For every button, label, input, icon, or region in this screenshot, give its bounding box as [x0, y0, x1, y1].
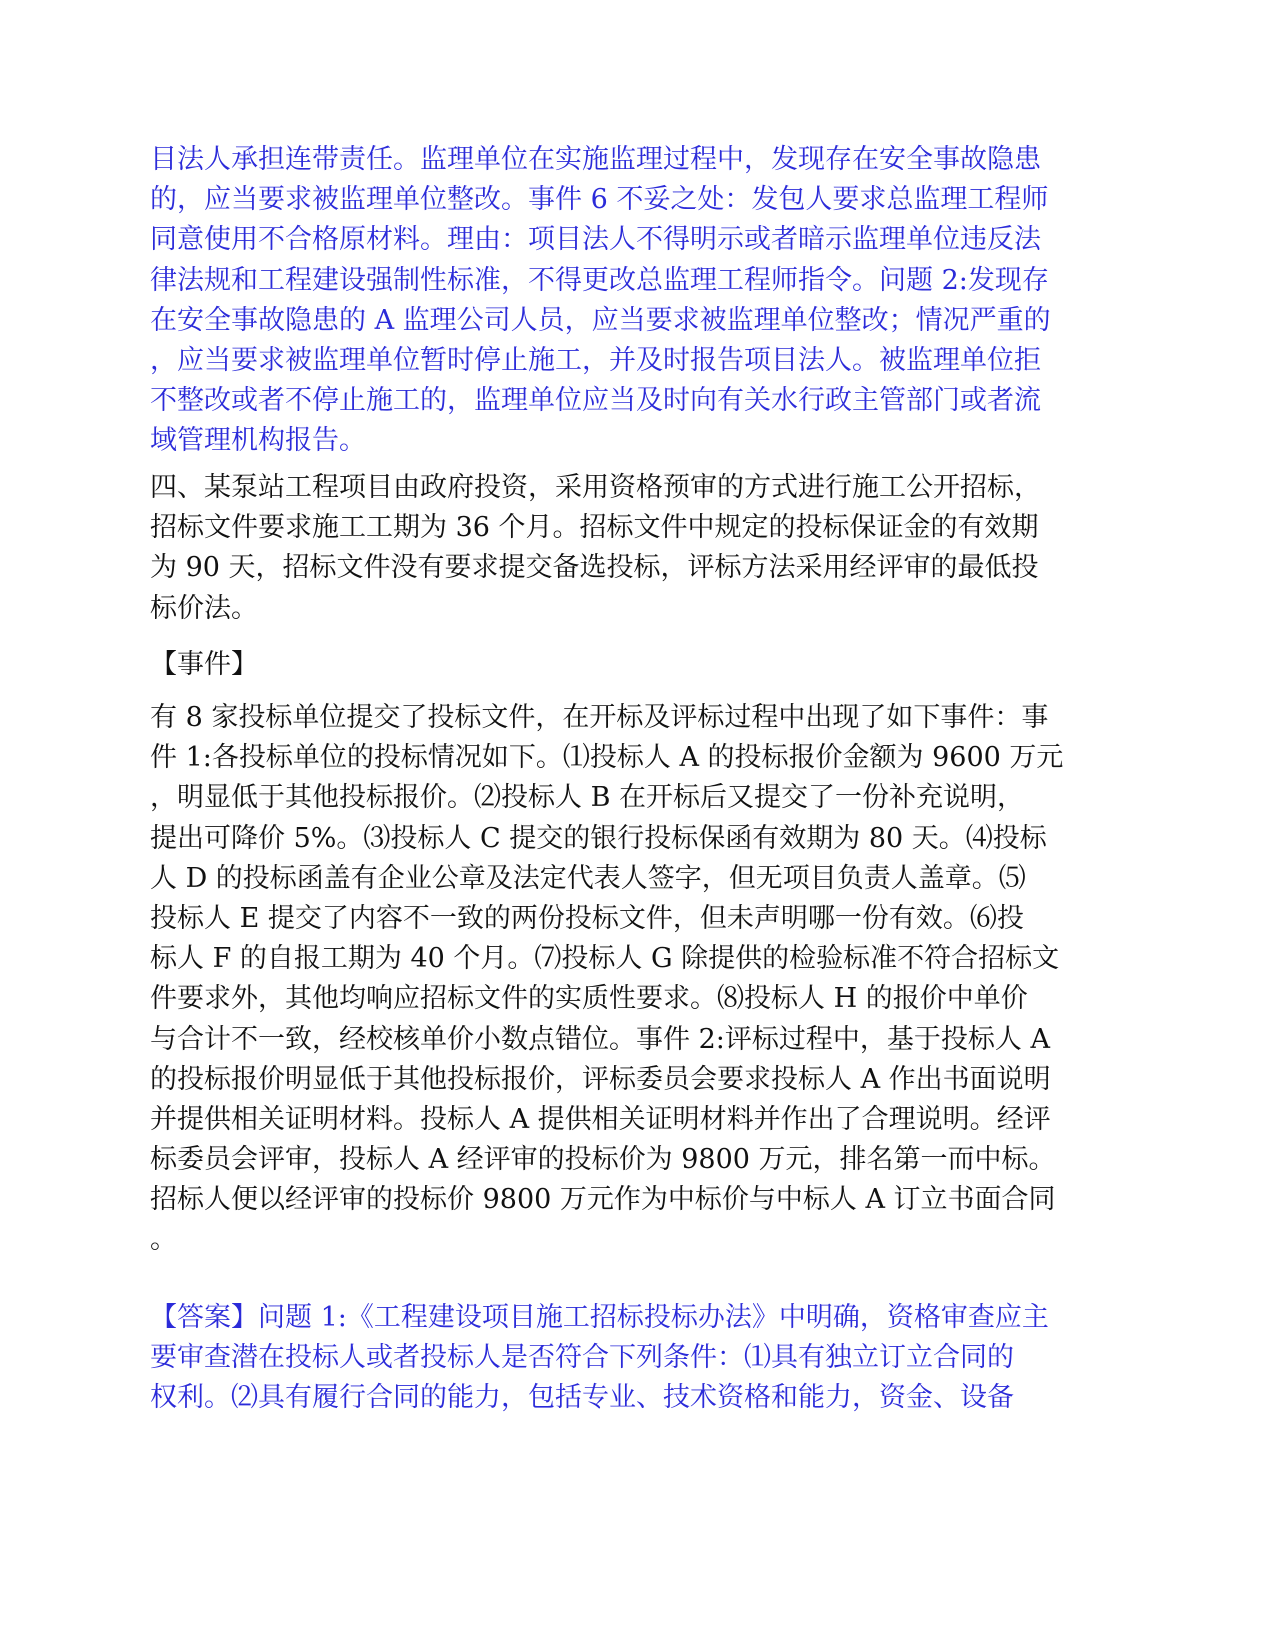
- text-line: 件要求外，其他均响应招标文件的实质性要求。⑻投标人 H 的报价中单价: [150, 983, 1028, 1015]
- text-line: 招标人便以经评审的投标价 9800 万元作为中标价与中标人 A 订立书面合同: [150, 1184, 1056, 1216]
- text-line: 并提供相关证明材料。投标人 A 提供相关证明材料并作出了合理说明。经评: [150, 1103, 1051, 1135]
- text-line: 有 8 家投标单位提交了投标文件，在开标及评标过程中出现了如下事件：事: [150, 702, 1049, 733]
- text-line: 要审查潜在投标人或者投标人是否符合下列条件：⑴具有独立订立合同的: [150, 1342, 1014, 1374]
- text-line: 不整改或者不停止施工的，监理单位应当及时向有关水行政主管部门或者流: [150, 385, 1041, 417]
- text-line: 同意使用不合格原材料。理由：项目法人不得明示或者暗示监理单位违反法: [150, 224, 1041, 256]
- text-line: 提出可降价 5%。⑶投标人 C 提交的银行投标保函有效期为 80 天。⑷投标: [150, 822, 1047, 854]
- text-line: ，应当要求被监理单位暂时停止施工，并及时报告项目法人。被监理单位拒: [150, 344, 1041, 376]
- text-line: 目法人承担连带责任。监理单位在实施监理过程中，发现存在安全事故隐患: [150, 144, 1041, 175]
- text-line: 四、某泵站工程项目由政府投资，采用资格预审的方式进行施工公开招标，: [150, 472, 1041, 503]
- text-line: 。: [150, 1224, 177, 1256]
- text-line: 域管理机构报告。: [150, 425, 366, 457]
- text-line: ，明显低于其他投标报价。⑵投标人 B 在开标后又提交了一份补充说明，: [150, 782, 1025, 814]
- text-line: 【答案】问题 1:《工程建设项目施工招标投标办法》中明确，资格审查应主: [150, 1302, 1049, 1333]
- answer-continuation-paragraph: [150, 140, 1118, 462]
- text-line: 在安全事故隐患的 A 监理公司人员，应当要求被监理单位整改；情况严重的: [150, 304, 1051, 336]
- text-line: 的投标报价明显低于其他投标报价，评标委员会要求投标人 A 作出书面说明: [150, 1063, 1051, 1095]
- text-line: 与合计不一致，经校核单价小数点错位。事件 2:评标过程中，基于投标人 A: [150, 1023, 1050, 1055]
- text-line: 的，应当要求被监理单位整改。事件 6 不妥之处：发包人要求总监理工程师: [150, 184, 1049, 216]
- text-line: 人 D 的投标函盖有企业公章及法定代表人签字，但无项目负责人盖章。⑸: [150, 862, 1026, 894]
- event-heading-block: [150, 645, 1118, 685]
- text-line: 标价法。: [150, 592, 258, 624]
- text-line: 标人 F 的自报工期为 40 个月。⑺投标人 G 除提供的检验标准不符合招标文: [150, 943, 1060, 975]
- text-line: 标委员会评审，投标人 A 经评审的投标价为 9800 万元，排名第一而中标。: [150, 1144, 1056, 1176]
- event-heading: 【事件】: [150, 649, 258, 680]
- text-line: 件 1:各投标单位的投标情况如下。⑴投标人 A 的投标报价金额为 9600 万元: [150, 742, 1064, 774]
- text-line: 为 90 天，招标文件没有要求提交备选投标，评标方法采用经评审的最低投: [150, 552, 1039, 584]
- text-line: 权利。⑵具有履行合同的能力，包括专业、技术资格和能力，资金、设备: [150, 1382, 1014, 1414]
- question-four-paragraph: [150, 468, 1118, 629]
- text-line: 投标人 E 提交了内容不一致的两份投标文件，但未声明哪一份有效。⑹投: [150, 902, 1024, 934]
- answer-paragraph: [150, 1298, 1118, 1419]
- text-line: 招标文件要求施工工期为 36 个月。招标文件中规定的投标保证金的有效期: [150, 512, 1039, 544]
- text-line: 律法规和工程建设强制性标准，不得更改总监理工程师指令。问题 2:发现存: [150, 264, 1049, 296]
- events-paragraph: [150, 698, 1118, 1261]
